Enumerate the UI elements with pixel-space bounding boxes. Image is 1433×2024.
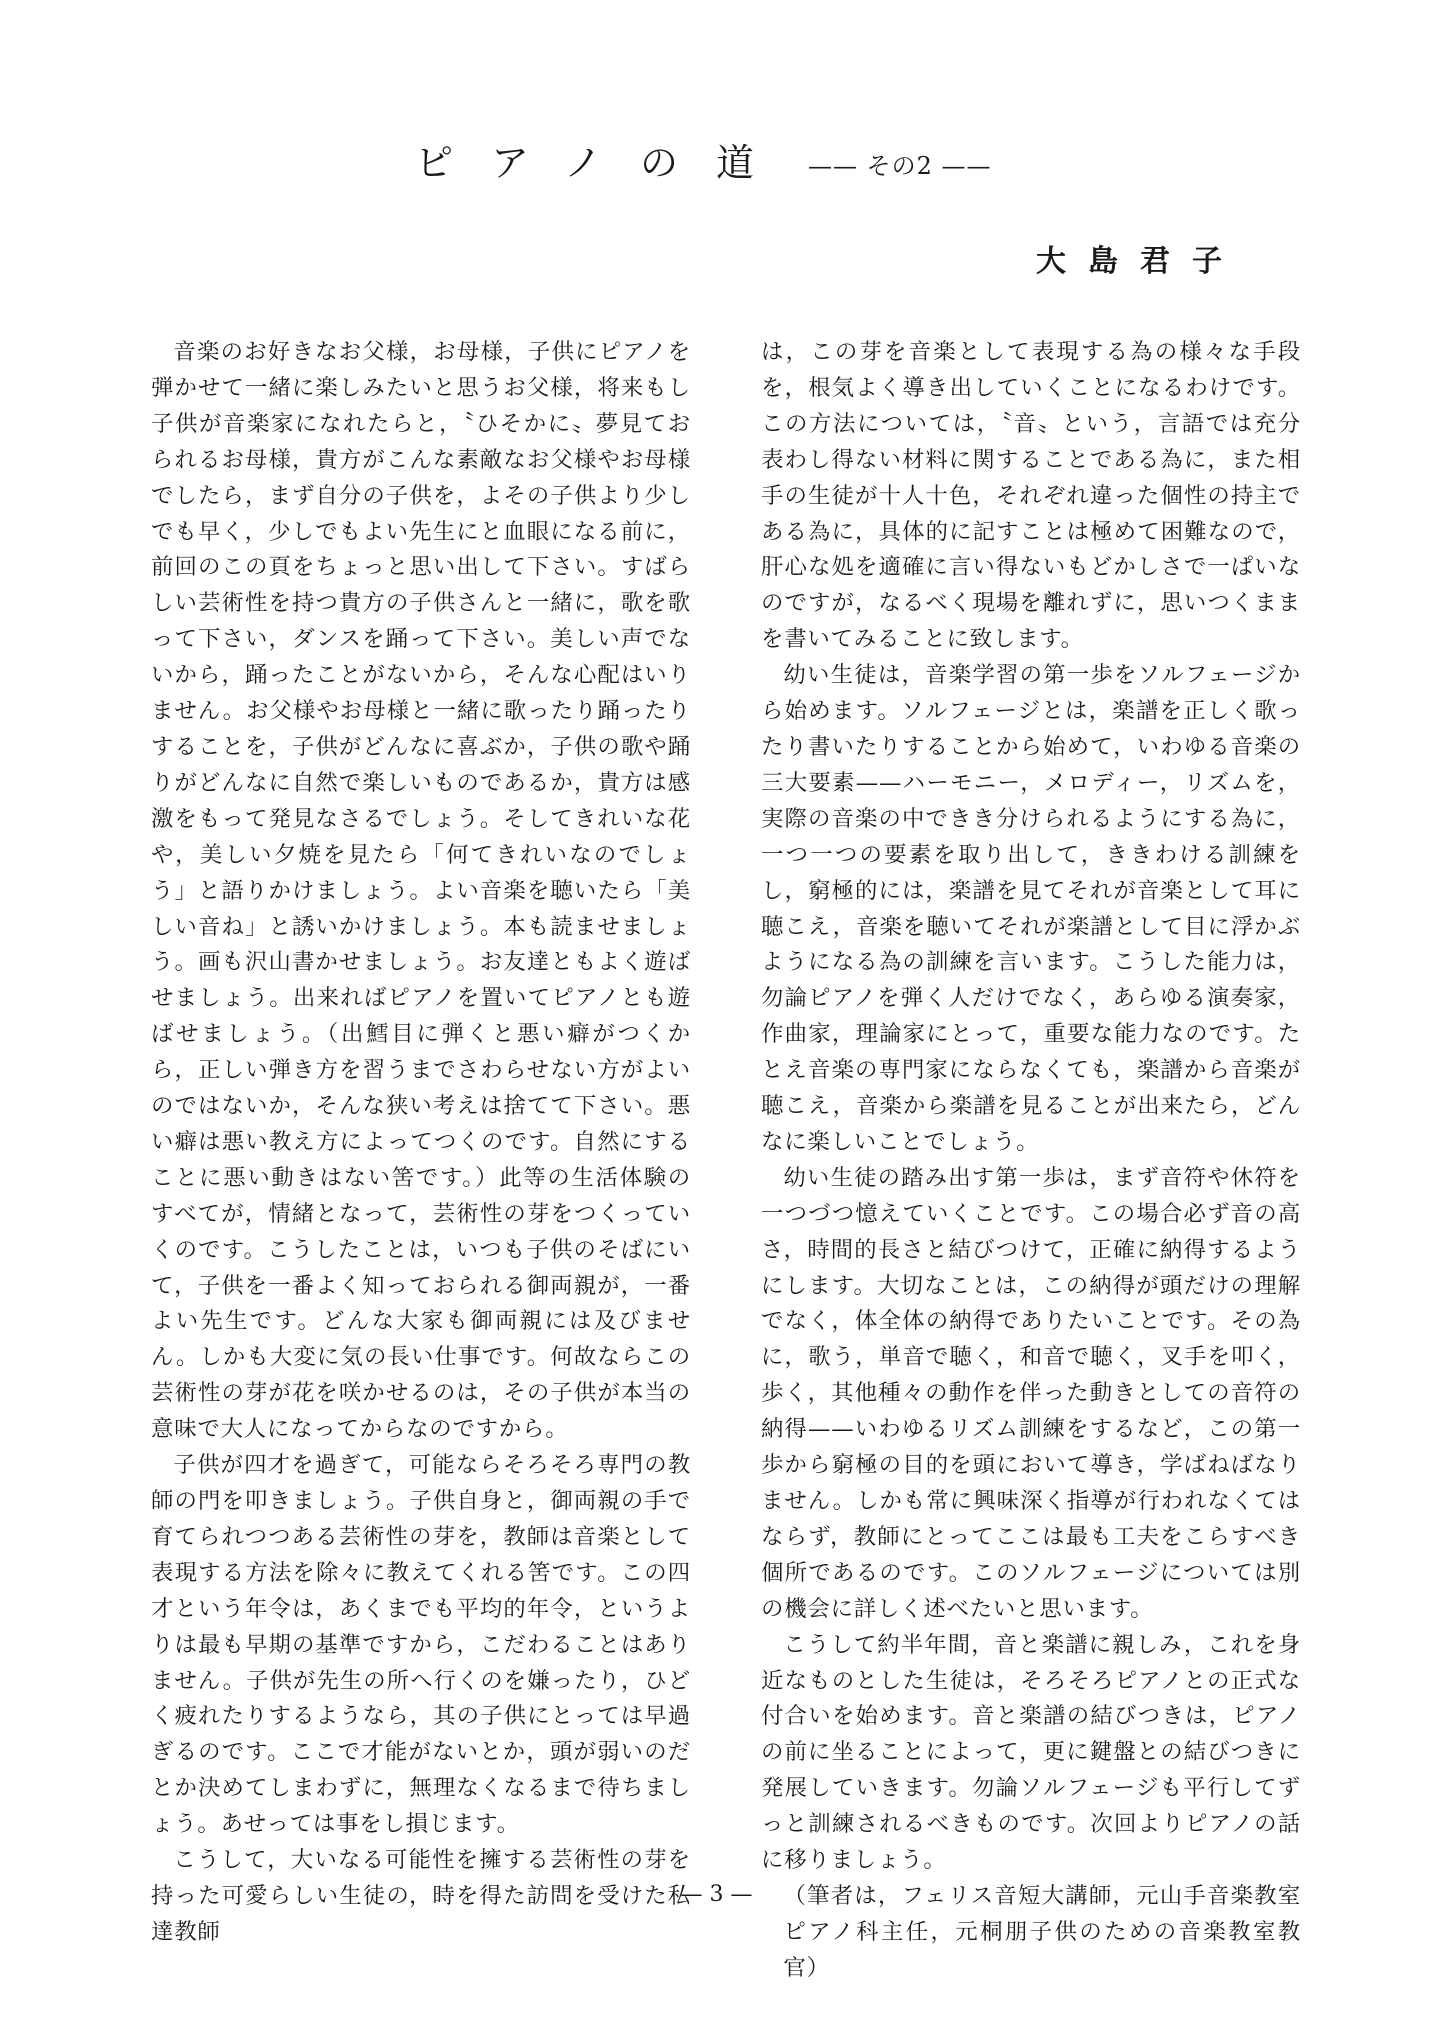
author-name: 大島君子 [1036, 244, 1244, 279]
paragraph: は，この芽を音楽として表現する為の様々な手段を，根気よく導き出していくことになるわけです。この方法については，〝音〟という，言語では充分表わし得ない材料に関することである為に，また相手の生徒が十人十色，それぞれ違った個性の持主である為に，具体的に記すことは極めて困難なので，肝心な処を適確に言い得ないもどかしさで一ぱいなのですが，なるべく現場を離れずに，思いつくままを書いてみることに致します。 [761, 339, 1301, 653]
right-column [761, 335, 1301, 1987]
author-note: （筆者は，フェリス音短大講師，元山手音楽教室ピアノ科主任，元桐朋子供のための音楽教室教官） [783, 1882, 1301, 1981]
paragraph: こうして，大いなる可能性を擁する芸術性の芽を持った可愛らしい生徒の，時を得た訪問を受けた私達教師 [151, 1847, 691, 1945]
title-row [0, 138, 1433, 198]
paragraph: 幼い生徒の踏み出す第一歩は，まず音符や休符を一つづつ憶えていくことです。この場合必ず音の高さ，時間的長さと結びつけて，正確に納得するようにします。大切なことは，この納得が頭だけの理解でなく，体全体の納得でありたいことです。その為に，歌う，単音で聴く，和音で聴く，叉手を叩く，歩く，其他種々の動作を伴った動きとしての音符の納得——いわゆるリズム訓練をするなど，この第一歩から窮極の目的を頭において導き，学ばねばなりません。しかも常に興味深く指導が行われなくてはならず，教師にとってここは最も工夫をこらすべき個所であるのです。このソルフェージについては別の機会に詳しく述べたいと思います。 [761, 1164, 1301, 1622]
article-title: ピアノの道 [415, 141, 792, 185]
paragraph: 子供が四才を過ぎて，可能ならそろそろ専門の教師の門を叩きましょう。子供自身と，御両親の手で育てられつつある芸術性の芽を，教師は音楽として表現する方法を除々に教えてくれる筈です。この四才という年令は，あくまでも平均的年令，というよりは最も早期の基準ですから，こだわることはありません。子供が先生の所へ行くのを嫌ったり，ひどく疲れたりするようなら，其の子供にとっては早過ぎるのです。ここで才能がないとか，頭が弱いのだとか決めてしまわずに，無理なくなるまで待ちましょう。あせっては事をし損じます。 [151, 1452, 691, 1838]
article-subtitle: —— その2 —— [808, 152, 992, 180]
paragraph: 幼い生徒は，音楽学習の第一歩をソルフェージから始めます。ソルフェージとは，楽譜を正しく歌ったり書いたりすることから始めて，いわゆる音楽の三大要素——ハーモニー，メロディー，リズムを，実際の音楽の中できき分けられるようにする為に，一つ一つの要素を取り出して，ききわける訓練をし，窮極的には，楽譜を見てそれが音楽として耳に聴こえ，音楽を聴いてそれが楽譜として目に浮かぶようになる為の訓練を言います。こうした能力は，勿論ピアノを弾く人だけでなく，あらゆる演奏家，作曲家，理論家にとって，重要な能力なのです。たとえ音楽の専門家にならなくても，楽譜から音楽が聴こえ，音楽から楽譜を見ることが出来たら，どんなに楽しいことでしょう。 [761, 662, 1301, 1155]
left-column [151, 335, 691, 1951]
page-number: — 3 — [680, 1882, 753, 1907]
paragraph: 音楽のお好きなお父様，お母様，子供にピアノを弾かせて一緒に楽しみたいと思うお父様，将来もし子供が音楽家になれたらと，〝ひそかに〟夢見ておられるお母様，貴方がこんな素敵なお父様やお母様でしたら，まず自分の子供を，よその子供より少しでも早く，少しでもよい先生にと血眼になる前に，前回のこの頁をちょっと思い出して下さい。すばらしい芸術性を持つ貴方の子供さんと一緒に，歌を歌って下さい，ダンスを踊って下さい。美しい声でないから，踊ったことがないから，そんな心配はいりません。お父様やお母様と一緒に歌ったり踊ったりすることを，子供がどんなに喜ぶか，子供の歌や踊りがどんなに自然で楽しいものであるか，貴方は感激をもって発見なさるでしょう。そしてきれいな花や，美しい夕焼を見たら「何てきれいなのでしょう」と語りかけましょう。よい音楽を聴いたら「美しい音ね」と誘いかけましょう。本も読ませましょう。画も沢山書かせましょう。お友達ともよく遊ばせましょう。出来ればピアノを置いてピアノとも遊ばせましょう。（出鱈目に弾くと悪い癖がつくから，正しい弾き方を習うまでさわらせない方がよいのではないか，そんな狭い考えは捨てて下さい。悪い癖は悪い教え方によってつくのです。自然にすることに悪い動きはない筈です。）此等の生活体験のすべてが，情緒となって，芸術性の芽をつくっていくのです。こうしたことは，いつも子供のそばにいて，子供を一番よく知っておられる御両親が，一番よい先生です。どんな大家も御両親には及びません。しかも大変に気の長い仕事です。何故ならこの芸術性の芽が花を咲かせるのは，その子供が本当の意味で大人になってからなのですから。 [151, 339, 691, 1443]
paragraph: こうして約半年間，音と楽譜に親しみ，これを身近なものとした生徒は，そろそろピアノとの正式な付合いを始めます。音と楽譜の結びつきは，ピアノの前に坐ることによって，更に鍵盤との結びつきに発展していきます。勿論ソルフェージも平行してずっと訓練されるべきものです。次回よりピアノの話に移りましょう。 [761, 1631, 1301, 1874]
